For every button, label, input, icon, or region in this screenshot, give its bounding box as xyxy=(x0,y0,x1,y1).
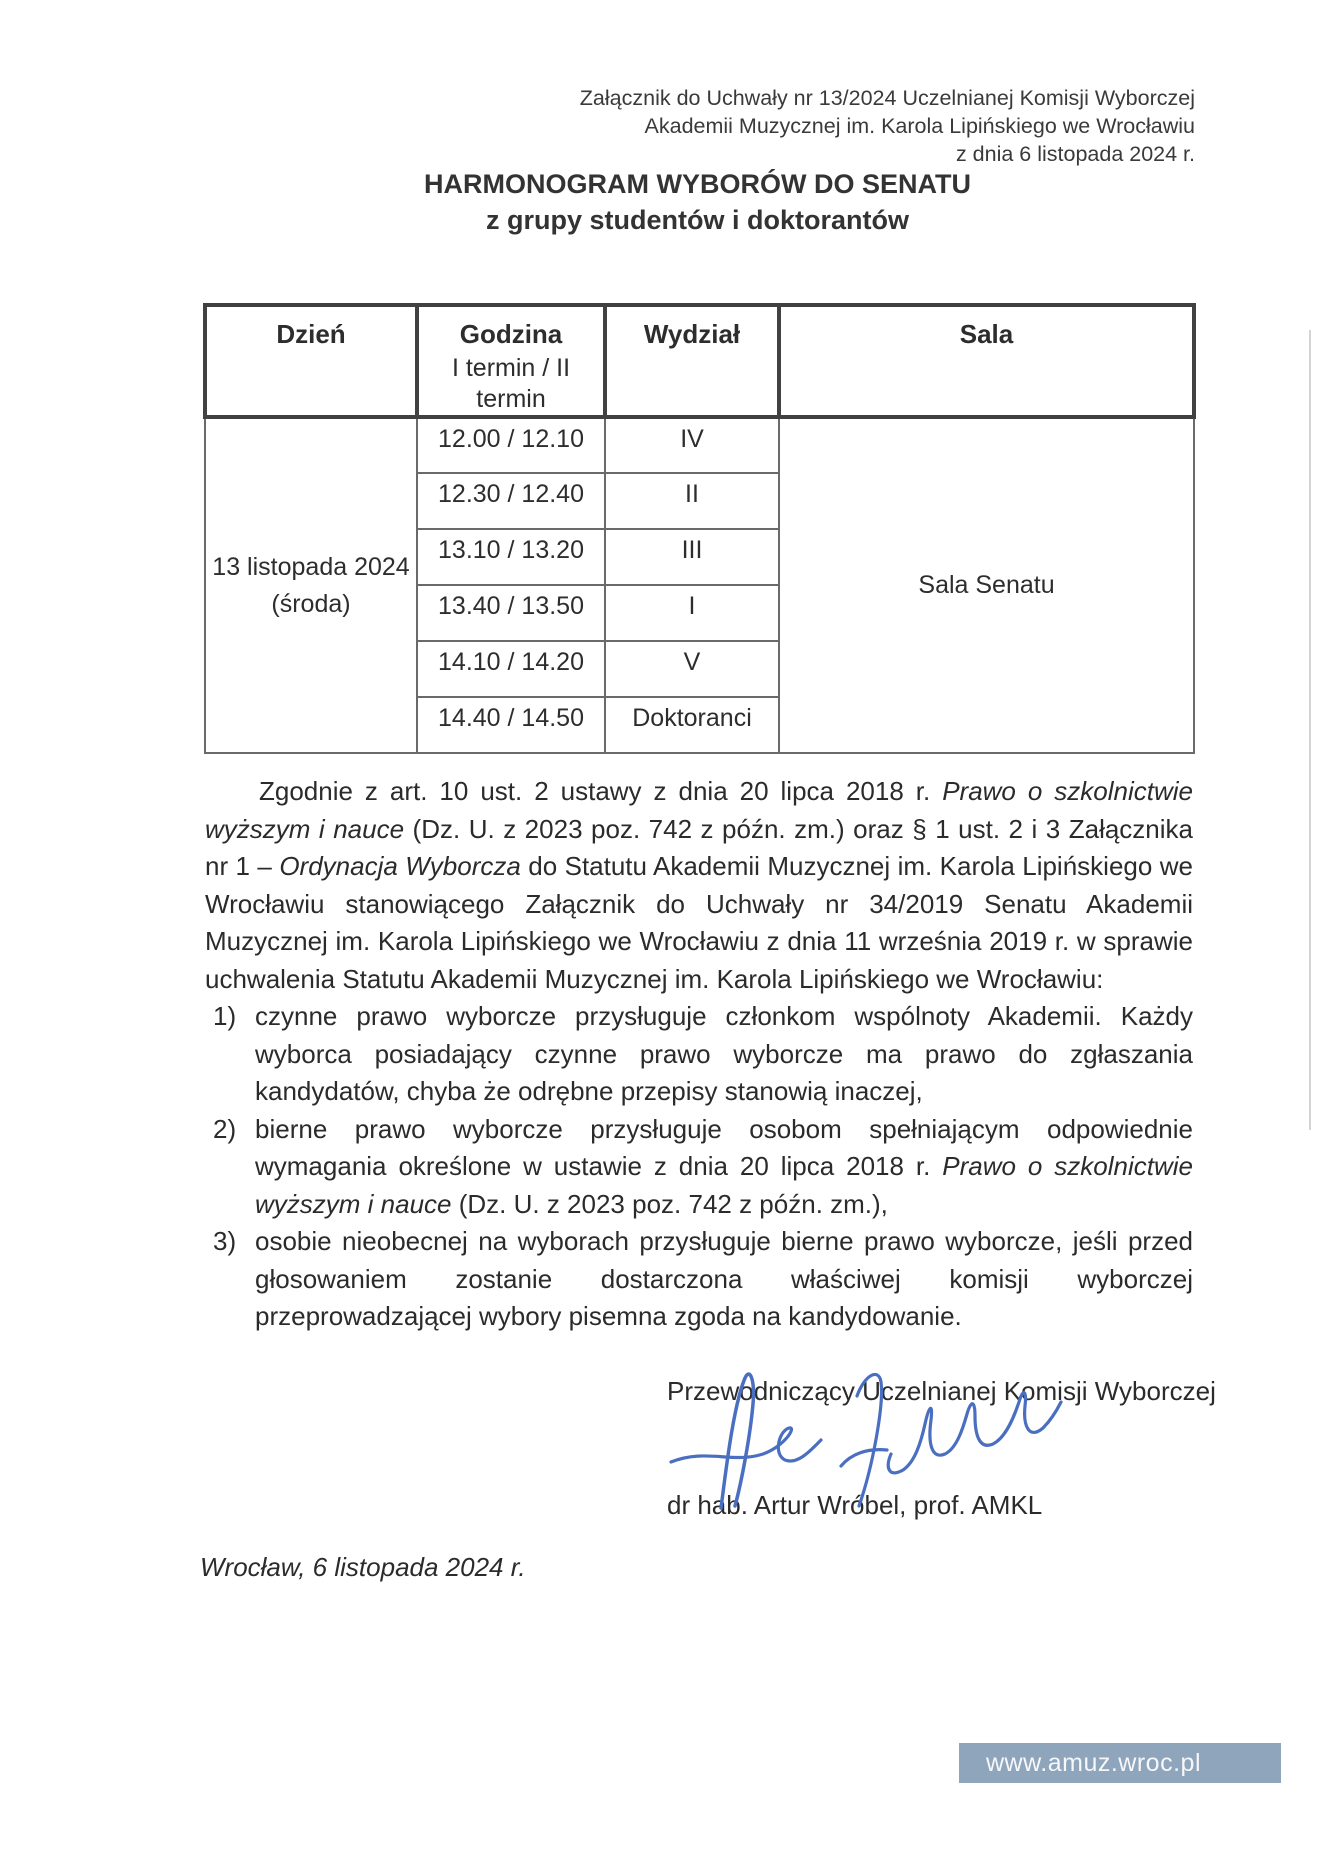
legal-seg2: (Dz. U. z 2023 poz. 742 z późn. zm.) oraz § 1 ust. 2 i 3 Załącznika nr 1 – xyxy=(205,813,1194,881)
legal-italic2: Ordynacja Wyborcza xyxy=(279,851,521,881)
scan-edge-artifact xyxy=(1309,330,1311,1130)
list-item-text: osobie nieobecnej na wyborach przysługuje bierne prawo wyborcze, jeśli przed głosowaniem zostanie dostarczona właściwej komisji wyborczej przeprowadzającej wybory pisemna zgoda na kandydowanie. xyxy=(255,1226,1193,1331)
column-header-time-subtitle: I termin / II termin xyxy=(451,354,571,413)
legal-paragraph xyxy=(205,773,1193,998)
handwritten-signature xyxy=(651,1366,1081,1516)
place-and-date: Wrocław, 6 listopada 2024 r. xyxy=(200,1552,526,1582)
website-footer-banner: www.amuz.wroc.pl xyxy=(959,1743,1281,1783)
attachment-header-line1: Załącznik do Uchwały nr 13/2024 Uczelnianej Komisji Wyborczej xyxy=(579,86,1195,110)
faculty-cell: II xyxy=(605,473,779,529)
signature-role: Przewodniczący Uczelnianej Komisji Wyborczej xyxy=(667,1376,1216,1406)
time-cell: 14.40 / 14.50 xyxy=(417,697,605,753)
attachment-header-line3: z dnia 6 listopada 2024 r. xyxy=(955,142,1195,166)
time-cell: 13.40 / 13.50 xyxy=(417,585,605,641)
list-item-2 xyxy=(213,1111,1193,1224)
page-title xyxy=(203,166,1192,238)
faculty-cell: I xyxy=(605,585,779,641)
signature-name: dr hab. Artur Wróbel, prof. AMKL xyxy=(667,1490,1043,1520)
faculty-cell: V xyxy=(605,641,779,697)
column-header-time-label: Godzina xyxy=(459,319,563,349)
column-header-faculty: Wydział xyxy=(605,305,779,417)
list-item-number: 2) xyxy=(213,1113,237,1144)
list-item-text: czynne prawo wyborcze przysługuje członkom wspólnoty Akademii. Każdy wyborca posiadający czynne prawo wyborcze ma prawo do zgłaszania kandydatów, chyba że odrębne przepisy stanowią inaczej, xyxy=(255,1001,1193,1106)
faculty-cell: IV xyxy=(605,417,779,473)
room-cell: Sala Senatu xyxy=(779,417,1194,753)
legal-italic1: Prawo o szkolnictwie wyższym i nauce xyxy=(205,776,1193,844)
table-row xyxy=(205,417,1194,473)
list-item-number: 1) xyxy=(213,1001,237,1031)
day-cell xyxy=(205,417,417,753)
list-item-1 xyxy=(213,998,1193,1111)
attachment-header-line2: Akademii Muzycznej im. Karola Lipińskiego we Wrocławiu xyxy=(644,114,1195,138)
time-cell: 14.10 / 14.20 xyxy=(417,641,605,697)
legal-seg1: Zgodnie z art. 10 ust. 2 ustawy z dnia 20 lipca 2018 r. xyxy=(259,776,943,806)
legal-text-block xyxy=(205,773,1193,1336)
list-item-text-pre: bierne prawo wyborcze przysługuje osobom spełniającym odpowiednie wymagania określone w ustawie z dnia 20 lipca 2018 r. xyxy=(255,1113,1193,1181)
faculty-cell: Doktoranci xyxy=(605,697,779,753)
list-item-number: 3) xyxy=(213,1226,237,1256)
election-schedule-table xyxy=(203,303,1196,754)
page-title-line2: z grupy studentów i doktorantów xyxy=(486,205,909,235)
list-item-3 xyxy=(213,1223,1193,1336)
faculty-cell: III xyxy=(605,529,779,585)
legal-seg3: do Statutu Akademii Muzycznej im. Karola Lipińskiego we Wrocławiu stanowiącego Załącznik do Uchwały nr 34/2019 Senatu Akademii Muzycznej im. Karola Lipińskiego we Wrocławiu z dnia 11 września 2019 r. w sprawie uchwalenia Statutu Akademii Muzycznej im. Karola Lipińskiego we Wrocławiu: xyxy=(205,851,1193,994)
time-cell: 13.10 / 13.20 xyxy=(417,529,605,585)
attachment-header xyxy=(580,84,1195,168)
signature-block xyxy=(667,1376,1216,1520)
day-weekday: (środa) xyxy=(271,589,351,618)
time-cell: 12.00 / 12.10 xyxy=(417,417,605,473)
list-item-text-italic: Prawo o szkolnictwie wyższym i nauce xyxy=(255,1151,1193,1219)
page-title-line1: HARMONOGRAM WYBORÓW DO SENATU xyxy=(424,169,971,199)
day-date: 13 listopada 2024 xyxy=(212,552,410,581)
column-header-day: Dzień xyxy=(205,305,417,417)
column-header-room: Sala xyxy=(779,305,1194,417)
list-item-text-post: (Dz. U. z 2023 poz. 742 z późn. zm.), xyxy=(451,1188,888,1219)
table-header-row xyxy=(205,305,1194,417)
time-cell: 12.30 / 12.40 xyxy=(417,473,605,529)
column-header-time xyxy=(417,305,605,417)
